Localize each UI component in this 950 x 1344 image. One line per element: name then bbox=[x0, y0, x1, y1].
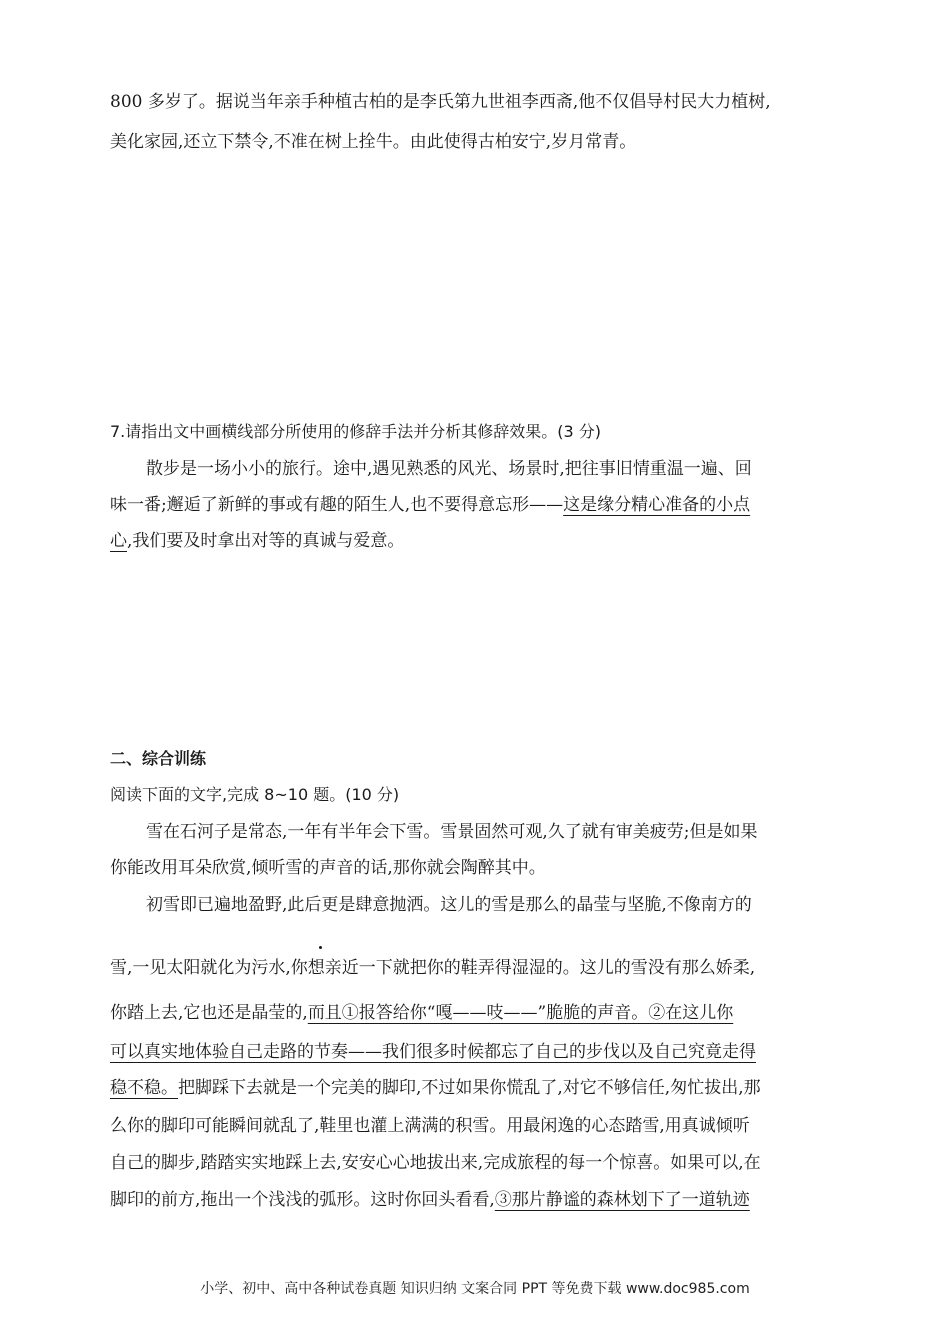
passage-line-1: 雪在石河子是常态,一年有半年会下雪。雪景固然可观,久了就有审美疲劳;但是如果 bbox=[146, 822, 758, 842]
passage-line-5-text: 你踏上去,它也还是晶莹的, bbox=[110, 1003, 308, 1023]
passage-line-7 bbox=[110, 1076, 761, 1100]
passage-line-3: 初雪即已遍地盈野,此后更是肆意抛洒。这儿的雪是那么的晶莹与坚脆,不像南方的 bbox=[146, 895, 752, 915]
q7-underlined-phrase-part-1: 这是缘分精心准备的小点 bbox=[563, 495, 751, 515]
q7-paragraph-line-2 bbox=[110, 493, 750, 517]
underlined-sentence-1: 而且①报答给你“嘎——吱——”脆脆的声音。②在这儿你 bbox=[307, 1003, 734, 1023]
continuation-line-2: 美化家园,还立下禁令,不准在树上拴牛。由此使得古柏安宁,岁月常青。 bbox=[110, 132, 637, 152]
passage-line-10-text: 脚印的前方,拖出一个浅浅的弧形。这时你回头看看, bbox=[110, 1190, 495, 1210]
passage-line-7-text: 把脚踩下去就是一个完美的脚印,不过如果你慌乱了,对它不够信任,匆忙拔出,那 bbox=[178, 1078, 761, 1098]
passage-line-2: 你能改用耳朵欣赏,倾听雪的声音的话,那你就会陶醉其中。 bbox=[110, 858, 546, 878]
page-footer: 小学、初中、高中各种试卷真题 知识归纳 文案合同 PPT 等免费下载 www.doc985.com bbox=[200, 1281, 750, 1297]
passage-line-4: 雪,一见太阳就化为污水,你想亲近一下就把你的鞋弄得湿湿的。这儿的雪没有那么娇柔, bbox=[110, 958, 756, 978]
q7-line3-text: ,我们要及时拿出对等的真诚与爱意。 bbox=[127, 531, 405, 551]
q7-underlined-phrase-part-2: 心 bbox=[110, 531, 127, 551]
passage-line-5 bbox=[110, 1001, 733, 1025]
underlined-sentence-2-end: 稳不稳。 bbox=[110, 1078, 178, 1098]
passage-line-10 bbox=[110, 1188, 750, 1212]
q7-paragraph-line-3 bbox=[110, 529, 404, 553]
section-2-title: 二、综合训练 bbox=[110, 749, 207, 768]
emphasis-dot bbox=[319, 946, 322, 949]
q7-paragraph-line-1: 散步是一场小小的旅行。途中,遇见熟悉的风光、场景时,把往事旧情重温一遍、回 bbox=[146, 459, 752, 479]
q7-line2-text: 味一番;邂逅了新鲜的事或有趣的陌生人,也不要得意忘形—— bbox=[110, 495, 564, 515]
question-7-prompt bbox=[110, 420, 601, 444]
underlined-sentence-2: 可以真实地体验自己走路的节奏——我们很多时候都忘了自己的步伐以及自己究竟走得 bbox=[110, 1042, 756, 1062]
passage-line-9: 自己的脚步,踏踏实实地踩上去,安安心心地拔出来,完成旅程的每一个惊喜。如果可以,在 bbox=[110, 1153, 761, 1173]
section-2-instruction: 阅读下面的文字,完成 8~10 题。(10 分) bbox=[110, 785, 400, 804]
continuation-line-1: 800 多岁了。据说当年亲手种植古柏的是李氏第九世祖李西斋,他不仅倡导村民大力植树, bbox=[110, 92, 771, 112]
question-7-text: 7.请指出文中画横线部分所使用的修辞手法并分析其修辞效果。(3 分) bbox=[110, 422, 602, 441]
underlined-sentence-3: ③那片静谧的森林划下了一道轨迹 bbox=[494, 1190, 750, 1210]
passage-line-8: 么你的脚印可能瞬间就乱了,鞋里也灌上满满的积雪。用最闲逸的心态踏雪,用真诚倾听 bbox=[110, 1116, 750, 1136]
passage-line-6 bbox=[110, 1040, 756, 1064]
